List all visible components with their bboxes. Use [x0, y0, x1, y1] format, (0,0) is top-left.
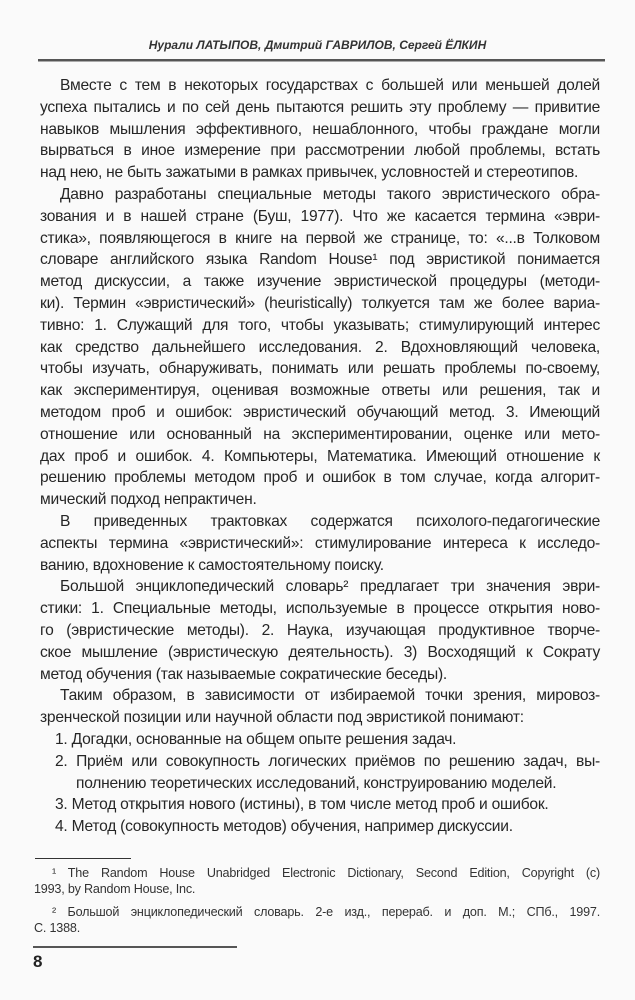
text-line: словаре английского языка Random House¹ под эвристикой понимается: [40, 251, 600, 269]
list-item: [40, 816, 600, 838]
list-item-line: полнению теоретических исследований, конструированию моделей.: [76, 774, 557, 792]
text-line: тивно: 1. Служащий для того, чтобы указывать; стимулирующий интерес: [40, 316, 600, 334]
list-item-line: 2. Приём или совокупность логических приёмов по решению задач, вы-: [55, 752, 600, 770]
text-line: вырваться в иное измерение при рассмотрении любой проблемы, встать: [40, 142, 600, 160]
footnote-line: ¹ The Random House Unabridged Electronic Dictionary, Second Edition, Copyright (c): [52, 866, 600, 880]
text-line: Вместе с тем в некоторых государствах с большей или меньшей долей: [60, 77, 600, 94]
text-line: стики: 1. Специальные методы, используемые в процессе открытия ново-: [40, 600, 600, 618]
footer-rule: [33, 946, 237, 948]
numbered-list: [40, 729, 600, 838]
text-line: как экспериментируя, оценивая возможные ответы или решения, так и: [40, 382, 600, 400]
text-line: дах проб и ошибок. 4. Компьютеры, Математика. Имеющий отношение к: [40, 447, 600, 465]
page-number: 8: [33, 952, 43, 971]
footnote: [34, 866, 600, 897]
list-item-line: 3. Метод открытия нового (истины), в том числе метод проб и ошибок.: [55, 796, 549, 814]
text-line: го (эвристические методы). 2. Наука, изучающая продуктивное творче-: [40, 621, 600, 639]
text-line: стика», появляющегося в книге на первой же странице, то: «...в Толковом: [40, 229, 600, 247]
paragraph: [40, 511, 600, 576]
list-item: [40, 794, 600, 816]
text-line: В приведенных трактовках содержатся психолого-педагогические: [60, 512, 600, 530]
list-item: [40, 729, 600, 751]
text-line: решению проблемы методом проб и ошибок в том случае, когда алгорит-: [40, 469, 600, 487]
text-line: метод обучения (так называемые сократические беседы).: [40, 665, 447, 683]
paragraph: [40, 576, 600, 685]
text-line: Большой энциклопедический словарь² предлагает три значения эври-: [60, 578, 600, 596]
text-line: отношение или основанный на экспериментировании, оценке или мето-: [40, 425, 600, 443]
paragraph: [40, 184, 600, 511]
text-line: навыков мышления эффективного, нешаблонного, чтобы граждане могли: [40, 120, 600, 138]
footnotes: [34, 866, 600, 936]
text-line: Таким образом, в зависимости от избираемой точки зрения, мировоз-: [60, 687, 600, 705]
text-line: Давно разработаны специальные методы такого эвристического обра-: [60, 185, 600, 203]
footnote-line: С. 1388.: [34, 920, 81, 935]
paragraph: [40, 685, 600, 729]
footnote-line: ² Большой энциклопедический словарь. 2-е изд., перераб. и доп. М.; СПб., 1997.: [52, 905, 600, 919]
text-line: метод дискуссии, а также изучение эвристической процедуры (методи-: [40, 273, 600, 291]
main-text: [40, 75, 600, 838]
text-line: как средство дальнейшего исследования. 2. Вдохновляющий человека,: [40, 338, 600, 356]
text-line: ское мышление (эвристическую деятельность). 3) Восходящий к Сократу: [40, 643, 600, 661]
text-line: ки). Термин «эвристический» (heuristically) толкуется там же более вариа-: [40, 294, 600, 312]
text-line: чтобы изучать, обнаруживать, понимать или решать проблемы по-своему,: [40, 360, 600, 378]
list-item-line: 4. Метод (совокупность методов) обучения, например дискуссии.: [55, 818, 513, 836]
text-line: аспекты термина «эвристический»: стимулирование интереса к исследо-: [40, 534, 600, 552]
text-line: методом проб и ошибок: эвристический обучающий метод. 3. Имеющий: [40, 403, 600, 421]
footnote-separator: [35, 858, 131, 859]
running-header: Нурали ЛАТЫПОВ, Дмитрий ГАВРИЛОВ, Сергей ЁЛКИН: [148, 38, 487, 52]
footnote-line: 1993, by Random House, Inc.: [34, 881, 196, 896]
paragraph: [40, 75, 600, 184]
footnote: [34, 905, 600, 936]
text-line: успеха пытались и по сей день пытаются решить эту проблему — привитие: [40, 98, 600, 116]
text-line: зренческой позиции или научной области под эвристикой понимают:: [40, 709, 524, 727]
list-item: [40, 751, 600, 795]
list-item-line: 1. Догадки, основанные на общем опыте решения задач.: [55, 730, 457, 748]
text-line: над нею, не быть зажатыми в рамках привычек, условностей и стереотипов.: [40, 164, 579, 182]
text-line: зования и в нашей стране (Буш, 1977). Что же касается термина «эври-: [40, 207, 600, 225]
text-line: ванию, вдохновение к самостоятельному поиску.: [40, 556, 384, 574]
text-line: мический подход непрактичен.: [40, 491, 257, 509]
header-rule: [38, 59, 605, 62]
